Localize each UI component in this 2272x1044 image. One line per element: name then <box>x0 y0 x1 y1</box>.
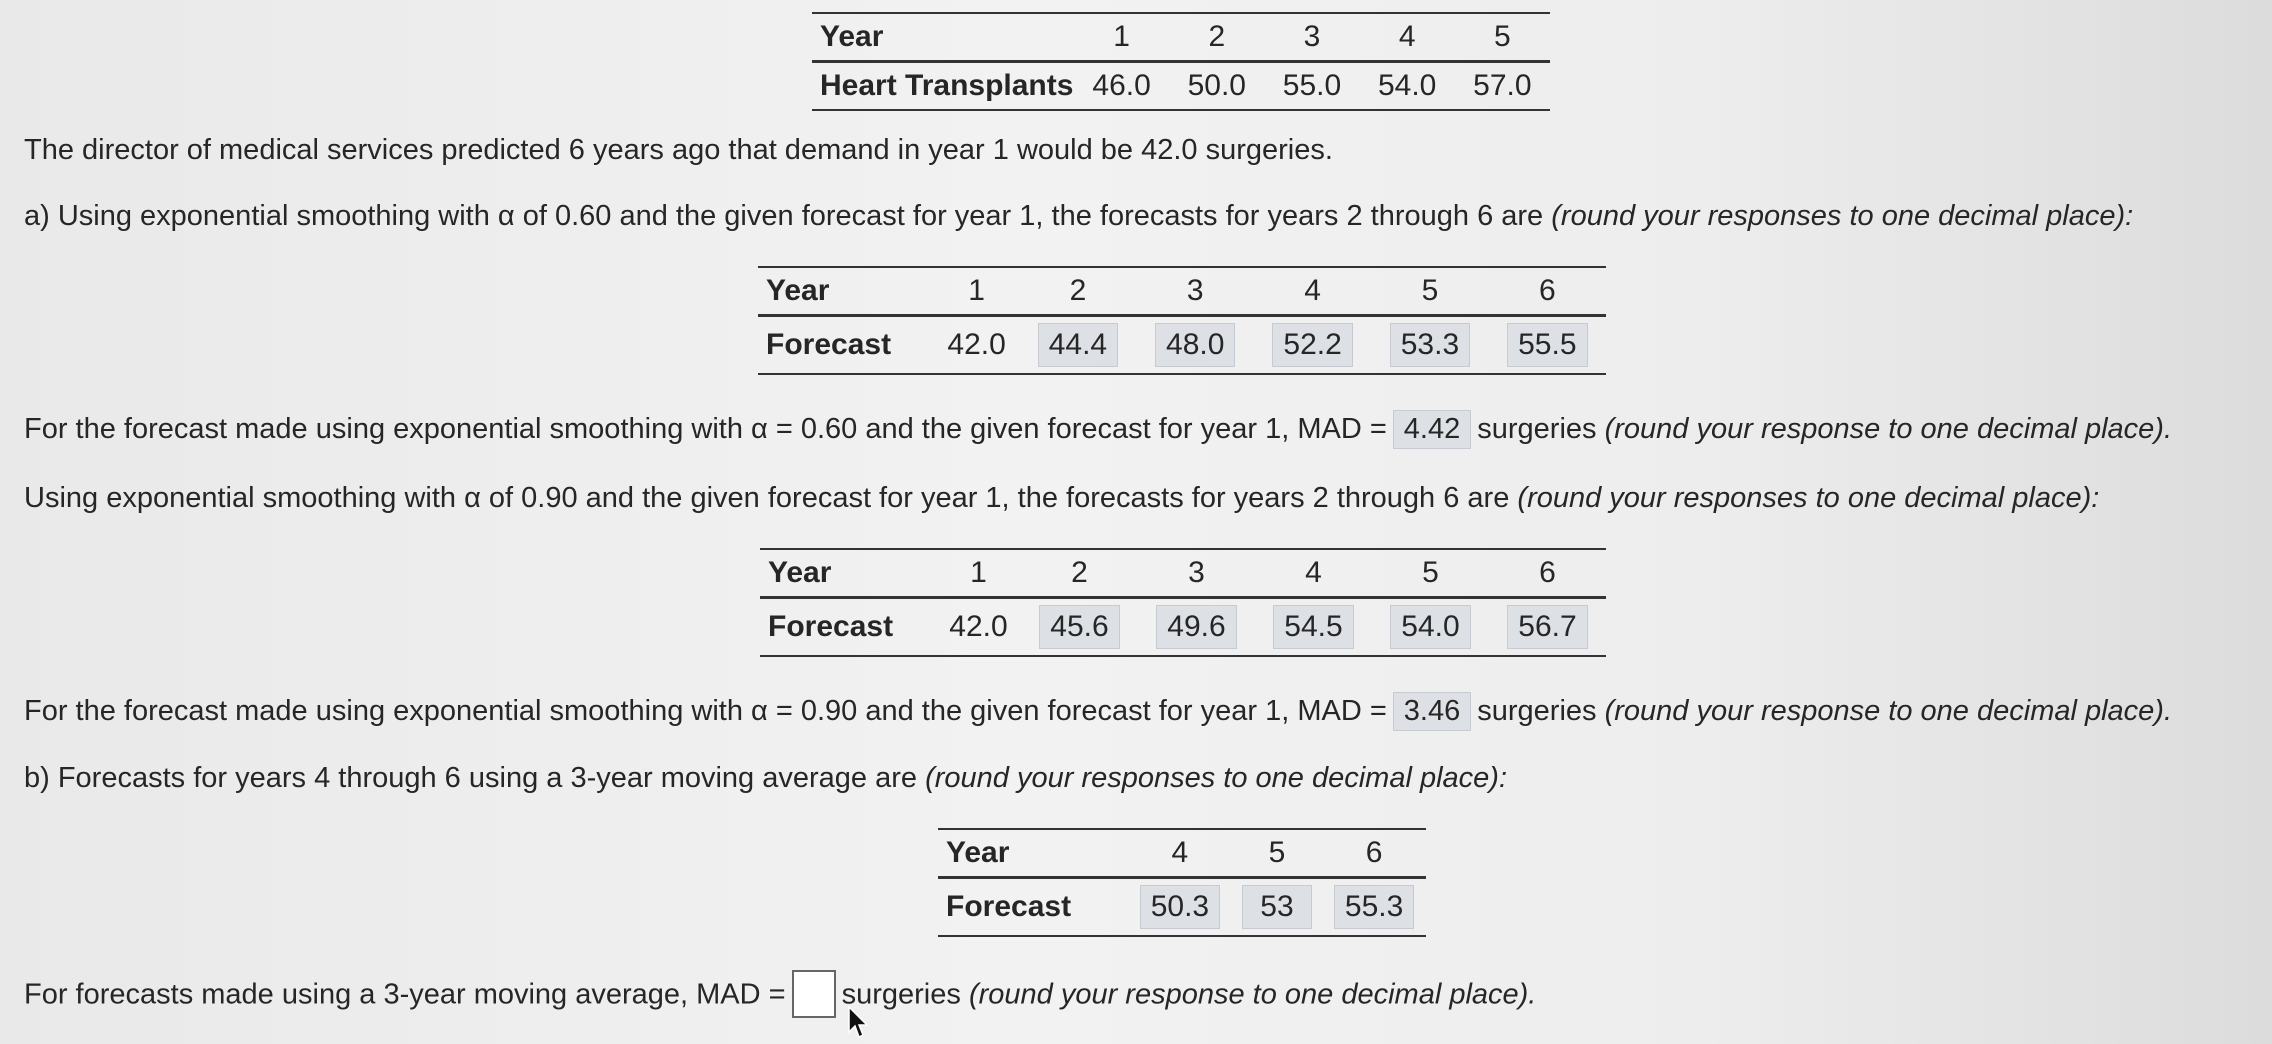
mad-alpha-090-pre: For the forecast made using exponential smoothing with α = 0.90 and the given forecast for year 1, MAD = <box>24 695 1387 727</box>
mad-alpha-060-answer[interactable]: 4.42 <box>1393 410 1471 449</box>
year-5: 5 <box>1232 829 1322 878</box>
forecast-answer-y4[interactable]: 52.2 <box>1272 323 1352 367</box>
year-1: 1 <box>934 267 1019 316</box>
transplants-y3: 55.0 <box>1264 62 1359 111</box>
year-6: 6 <box>1322 829 1426 878</box>
year-5: 5 <box>1455 13 1550 62</box>
year-3: 3 <box>1137 267 1254 316</box>
mad-alpha-090-post: surgeries <box>1477 695 1597 727</box>
year-header: Year <box>758 267 934 316</box>
mad-alpha-090-hint: (round your response to one decimal place). <box>1604 695 2173 727</box>
year-5: 5 <box>1371 267 1488 316</box>
transplants-y4: 54.0 <box>1360 62 1455 111</box>
mad-ma-post: surgeries <box>841 978 961 1011</box>
forecast-label: Forecast <box>760 598 936 656</box>
year-4: 4 <box>1360 13 1455 62</box>
part-b-prompt-main: b) Forecasts for years 4 through 6 using a 3-year moving average are <box>24 762 918 794</box>
year-1: 1 <box>936 549 1021 598</box>
ma-forecast-answer-y5[interactable]: 53 <box>1242 885 1312 929</box>
mad-alpha-090-line <box>24 692 2172 731</box>
year-header: Year <box>938 829 1128 878</box>
intro-text: The director of medical services predicted 6 years ago that demand in year 1 would be 42.0 surgeries. <box>24 134 1333 166</box>
year-3: 3 <box>1138 549 1255 598</box>
mad-ma-hint: (round your response to one decimal place). <box>968 978 1537 1011</box>
moving-average-forecast-table <box>938 828 1426 937</box>
alpha-090-prompt <box>24 482 2099 515</box>
mad-ma-pre: For forecasts made using a 3-year moving average, MAD = <box>24 978 786 1011</box>
transplants-y2: 50.0 <box>1169 62 1264 111</box>
ma-forecast-answer-y6[interactable]: 55.3 <box>1334 885 1414 929</box>
forecast-answer-y5[interactable]: 53.3 <box>1390 323 1470 367</box>
year-6: 6 <box>1489 267 1606 316</box>
forecast-label: Forecast <box>758 316 934 374</box>
part-a-prompt-main: a) Using exponential smoothing with α of 0.60 and the given forecast for year 1, the forecasts for years 2 through 6 are <box>24 200 1544 232</box>
year-3: 3 <box>1264 13 1359 62</box>
year-2: 2 <box>1021 549 1138 598</box>
forecast-answer-y3[interactable]: 49.6 <box>1156 605 1236 649</box>
forecast-answer-y5[interactable]: 54.0 <box>1390 605 1470 649</box>
year-4: 4 <box>1128 829 1232 878</box>
forecast-y1-given: 42.0 <box>934 316 1019 374</box>
mad-alpha-060-post: surgeries <box>1477 413 1597 445</box>
mad-ma-input[interactable] <box>792 970 836 1018</box>
forecast-table-alpha-060 <box>758 266 1606 375</box>
ma-forecast-answer-y4[interactable]: 50.3 <box>1140 885 1220 929</box>
year-5: 5 <box>1372 549 1489 598</box>
mad-alpha-090-answer[interactable]: 3.46 <box>1393 692 1471 731</box>
alpha-090-prompt-main: Using exponential smoothing with α of 0.90 and the given forecast for year 1, the forecasts for years 2 through 6 are <box>24 482 1510 514</box>
year-header: Year <box>812 13 1074 62</box>
year-4: 4 <box>1255 549 1372 598</box>
year-4: 4 <box>1254 267 1371 316</box>
forecast-answer-y6[interactable]: 55.5 <box>1507 323 1587 367</box>
mad-alpha-060-hint: (round your response to one decimal place). <box>1604 413 2173 445</box>
forecast-table-alpha-090 <box>760 548 1606 657</box>
year-6: 6 <box>1489 549 1606 598</box>
alpha-090-prompt-hint: (round your responses to one decimal place): <box>1517 482 2100 514</box>
part-a-prompt-hint: (round your responses to one decimal place): <box>1551 200 2134 232</box>
forecast-y1-given: 42.0 <box>936 598 1021 656</box>
mouse-cursor-icon <box>848 1006 870 1040</box>
transplants-y5: 57.0 <box>1455 62 1550 111</box>
forecast-answer-y3[interactable]: 48.0 <box>1155 323 1235 367</box>
year-1: 1 <box>1074 13 1169 62</box>
year-2: 2 <box>1019 267 1136 316</box>
forecast-answer-y6[interactable]: 56.7 <box>1507 605 1587 649</box>
transplants-y1: 46.0 <box>1074 62 1169 111</box>
year-2: 2 <box>1169 13 1264 62</box>
forecast-answer-y4[interactable]: 54.5 <box>1273 605 1353 649</box>
forecast-answer-y2[interactable]: 45.6 <box>1039 605 1119 649</box>
forecast-answer-y2[interactable]: 44.4 <box>1038 323 1118 367</box>
heart-transplants-label: Heart Transplants <box>812 62 1074 111</box>
mad-moving-average-line <box>24 972 1536 1020</box>
part-b-prompt-hint: (round your responses to one decimal place): <box>925 762 1508 794</box>
part-a-prompt <box>24 200 2133 233</box>
mad-alpha-060-pre: For the forecast made using exponential smoothing with α = 0.60 and the given forecast for year 1, MAD = <box>24 413 1387 445</box>
forecast-label: Forecast <box>938 878 1128 936</box>
part-b-prompt <box>24 762 1507 795</box>
year-header: Year <box>760 549 936 598</box>
mad-alpha-060-line <box>24 410 2172 449</box>
heart-transplants-table <box>812 12 1550 111</box>
